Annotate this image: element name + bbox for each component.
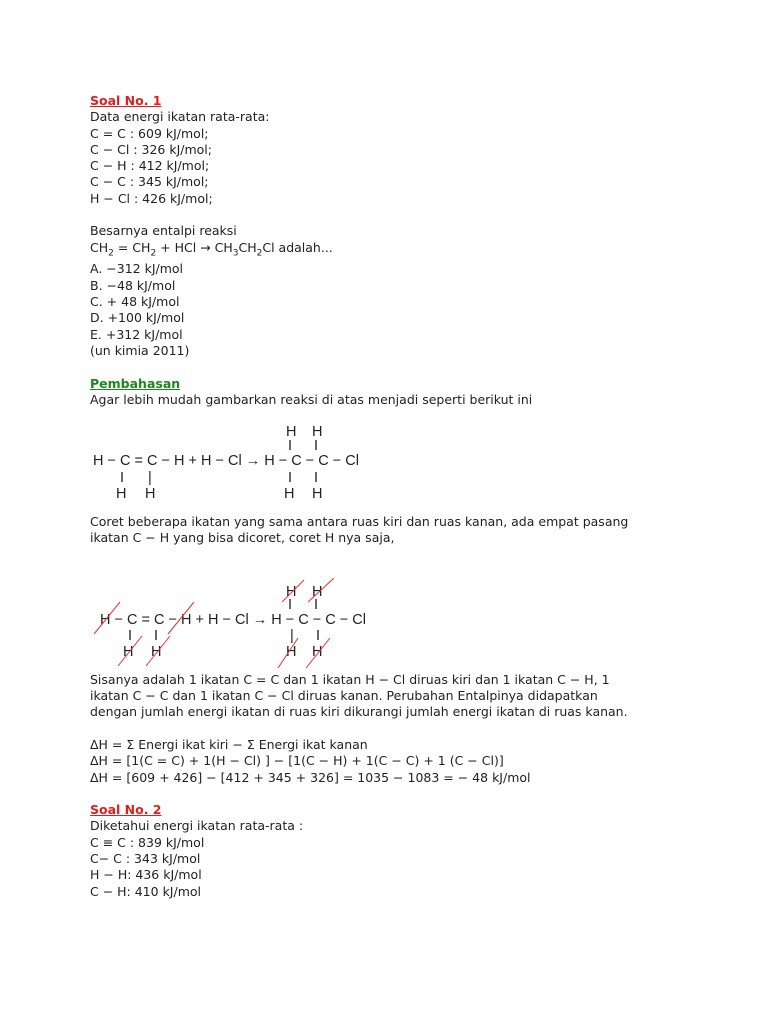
- bond-line: I: [154, 628, 159, 644]
- question-intro: Besarnya entalpi reaksi: [90, 223, 237, 239]
- bottom-h: H: [145, 486, 156, 502]
- formula-line: ΔH = [609 + 426] − [412 + 345 + 326] = 1035 − 1083 = − 48 kJ/mol: [90, 769, 531, 785]
- top-h-right: H: [312, 584, 323, 600]
- bottom-h: H: [286, 644, 297, 660]
- bond-energy-item: H − H: 436 kJ/mol: [90, 867, 202, 883]
- reaction-equation: $CH_2 = CH_2$ + HCl → $CH_3CH_2Cl$ adalah...: [90, 239, 333, 259]
- bottom-h: H: [312, 644, 323, 660]
- bottom-h: H: [123, 644, 134, 660]
- source-note: (un kimia 2011): [90, 342, 190, 358]
- remaining-explanation: Sisanya adalah 1 ikatan C = C dan 1 ikatan H − Cl diruas kiri dan 1 ikatan C − H, 1 ikatan C − C dan 1 ikatan C − Cl diruas kanan. Perubahan Entalpinya didapatkan dengan jumlah energi ikatan di ruas kiri dikurangi jumlah energi ikatan di ruas kanan.: [90, 671, 628, 720]
- bond-energy-item: C − Cl : 326 kJ/mol;: [90, 141, 212, 157]
- bond-line: I: [288, 597, 293, 613]
- soal-1-intro: Data energi ikatan rata-rata:: [90, 109, 270, 125]
- bond-line: I: [120, 470, 125, 486]
- answer-option: D. +100 kJ/mol: [90, 310, 185, 326]
- answer-option: B. −48 kJ/mol: [90, 277, 176, 293]
- bottom-h: H: [116, 486, 127, 502]
- soal-2-heading: Soal No. 2: [90, 802, 162, 818]
- answer-option: C. + 48 kJ/mol: [90, 294, 180, 310]
- pembahasan-heading: Pembahasan: [90, 375, 181, 391]
- bond-energy-item: C − H: 410 kJ/mol: [90, 883, 201, 899]
- formula-line: ΔH = Σ Energi ikat kiri − Σ Energi ikat kanan: [90, 736, 368, 752]
- bond-line: I: [314, 438, 319, 454]
- formula-line: ΔH = [1(C = C) + 1(H − Cl) ] − [1(C − H) + 1(C − C) + 1 (C − Cl)]: [90, 753, 504, 769]
- bottom-h: H: [151, 644, 162, 660]
- bond-energy-item: C ≡ C : 839 kJ/mol: [90, 834, 205, 850]
- bond-energy-item: C− C : 343 kJ/mol: [90, 851, 201, 866]
- bottom-h: H: [312, 486, 323, 502]
- answer-option: E. +312 kJ/mol: [90, 326, 183, 342]
- bond-line-thin: |: [148, 470, 152, 486]
- bond-line: I: [314, 470, 319, 486]
- soal-1-heading: Soal No. 1: [90, 93, 162, 108]
- bond-energy-item: C − H : 412 kJ/mol;: [90, 158, 210, 174]
- reaction-structure-diagram: [90, 420, 380, 510]
- bond-line: I: [316, 628, 321, 644]
- bond-energy-item: C = C : 609 kJ/mol;: [90, 125, 209, 141]
- strike-explanation: Coret beberapa ikatan yang sama antara ruas kiri dan ruas kanan, ada empat pasang ikatan C − H yang bisa dicoret, coret H nya saja,: [90, 514, 629, 546]
- bond-line: I: [314, 597, 319, 613]
- top-h-right: H: [312, 424, 323, 440]
- pembahasan-intro: Agar lebih mudah gambarkan reaksi di atas menjadi seperti berikut ini: [90, 391, 533, 407]
- bottom-h: H: [284, 486, 295, 502]
- struck-structure-diagram: [90, 578, 380, 668]
- bond-line: I: [128, 628, 133, 644]
- bond-line-thin: |: [290, 628, 294, 644]
- bond-line: I: [288, 438, 293, 454]
- bond-energy-item: C − C : 345 kJ/mol;: [90, 174, 209, 190]
- top-h-left: H: [286, 584, 297, 600]
- soal-2-intro: Diketahui energi ikatan rata-rata :: [90, 818, 304, 834]
- bond-line: I: [288, 470, 293, 486]
- struck-reaction-formula: H − C = C − H + H − Cl → H − C − C − Cl: [100, 612, 366, 628]
- answer-option: A. −312 kJ/mol: [90, 261, 184, 277]
- top-h-left: H: [286, 424, 297, 440]
- reactants-formula: H − C = C − H + H − Cl → H − C − C − Cl: [93, 453, 359, 469]
- bond-energy-item: H − Cl : 426 kJ/mol;: [90, 190, 213, 206]
